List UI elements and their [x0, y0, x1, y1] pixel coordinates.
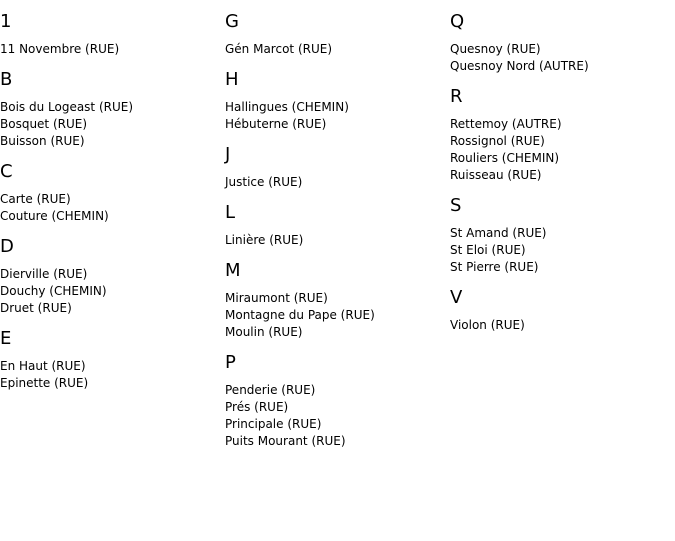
street-item[interactable]: Rossignol (RUE): [450, 134, 545, 148]
street-item[interactable]: Quesnoy Nord (AUTRE): [450, 59, 589, 73]
section-letter: D: [0, 236, 14, 257]
street-item[interactable]: Carte (RUE): [0, 192, 71, 206]
street-item[interactable]: Druet (RUE): [0, 301, 72, 315]
section-letter: M: [225, 260, 241, 281]
street-item[interactable]: Prés (RUE): [225, 400, 289, 414]
letter-section: [0, 225, 220, 317]
section-letter: B: [0, 69, 13, 90]
street-item[interactable]: Buisson (RUE): [0, 134, 85, 148]
section-letter: C: [0, 161, 13, 182]
letter-section: [450, 276, 670, 334]
letter-section: [450, 0, 670, 75]
section-letter: 1: [0, 11, 12, 32]
letter-section: [0, 317, 220, 392]
street-item[interactable]: Montagne du Pape (RUE): [225, 308, 375, 322]
street-item[interactable]: En Haut (RUE): [0, 359, 86, 373]
street-item[interactable]: St Amand (RUE): [450, 226, 547, 240]
letter-section: [225, 191, 445, 249]
street-item[interactable]: Dierville (RUE): [0, 267, 88, 281]
section-letter: J: [225, 144, 231, 165]
letter-section: [225, 0, 445, 58]
street-item[interactable]: Principale (RUE): [225, 417, 322, 431]
street-item[interactable]: Justice (RUE): [225, 175, 303, 189]
section-letter: H: [225, 69, 239, 90]
letter-section: [450, 75, 670, 184]
letter-section: [225, 341, 445, 450]
letter-section: [450, 184, 670, 276]
section-letter: Q: [450, 11, 465, 32]
street-item[interactable]: Rouliers (CHEMIN): [450, 151, 560, 165]
letter-section: [0, 0, 220, 58]
street-item[interactable]: Bois du Logeast (RUE): [0, 100, 134, 114]
street-item[interactable]: Puits Mourant (RUE): [225, 434, 346, 448]
street-item[interactable]: St Pierre (RUE): [450, 260, 539, 274]
section-letter: S: [450, 195, 462, 216]
section-letter: E: [0, 328, 12, 349]
index-column-1: [0, 0, 220, 392]
index-column-2: [225, 0, 445, 450]
street-item[interactable]: Bosquet (RUE): [0, 117, 88, 131]
street-item[interactable]: Quesnoy (RUE): [450, 42, 541, 56]
section-letter: V: [450, 287, 463, 308]
letter-section: [0, 150, 220, 225]
street-item[interactable]: 11 Novembre (RUE): [0, 42, 120, 56]
letter-section: [225, 249, 445, 341]
letter-section: [225, 133, 445, 191]
street-item[interactable]: Violon (RUE): [450, 318, 525, 332]
street-item[interactable]: Hallingues (CHEMIN): [225, 100, 349, 114]
street-item[interactable]: Penderie (RUE): [225, 383, 316, 397]
section-letter: L: [225, 202, 236, 223]
street-item[interactable]: Couture (CHEMIN): [0, 209, 109, 223]
street-item[interactable]: Rettemoy (AUTRE): [450, 117, 562, 131]
letter-section: [0, 58, 220, 150]
street-item[interactable]: St Eloi (RUE): [450, 243, 526, 257]
street-item[interactable]: Moulin (RUE): [225, 325, 303, 339]
section-letter: P: [225, 352, 236, 373]
street-item[interactable]: Hébuterne (RUE): [225, 117, 327, 131]
index-column-3: [450, 0, 670, 334]
street-item[interactable]: Linière (RUE): [225, 233, 304, 247]
letter-section: [225, 58, 445, 133]
street-item[interactable]: Gén Marcot (RUE): [225, 42, 333, 56]
street-item[interactable]: Epinette (RUE): [0, 376, 89, 390]
street-item[interactable]: Miraumont (RUE): [225, 291, 328, 305]
street-item[interactable]: Ruisseau (RUE): [450, 168, 542, 182]
street-item[interactable]: Douchy (CHEMIN): [0, 284, 107, 298]
section-letter: R: [450, 86, 463, 107]
section-letter: G: [225, 11, 239, 32]
